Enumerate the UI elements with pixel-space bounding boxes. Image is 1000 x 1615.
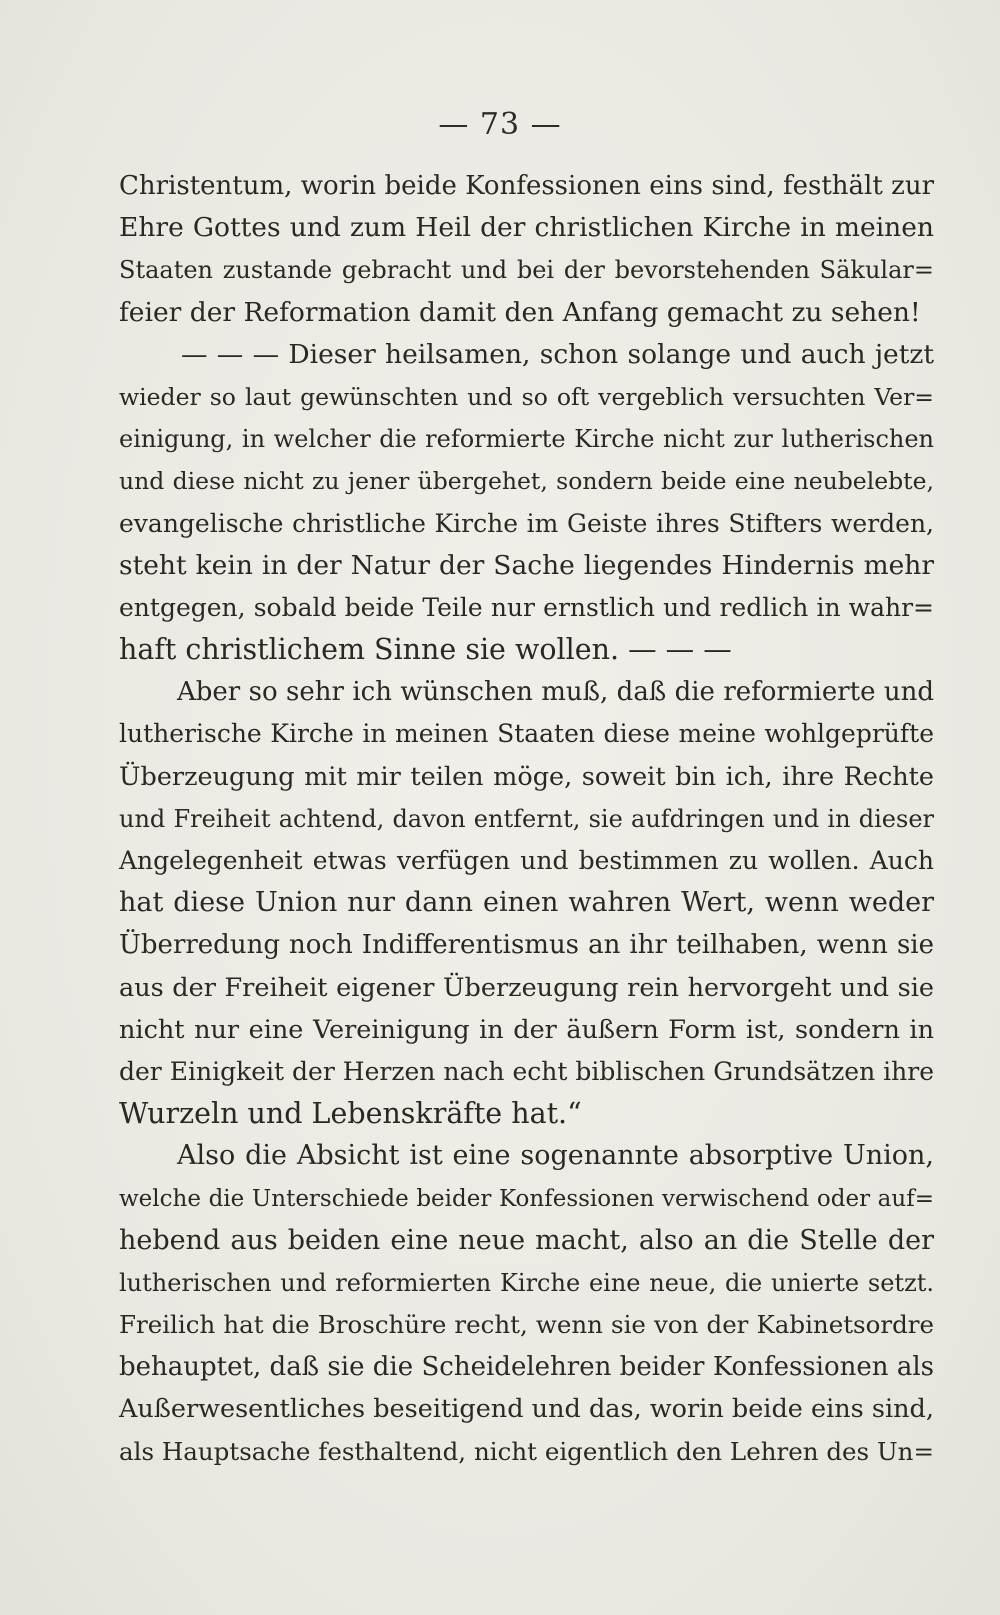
text-line: steht kein in der Natur der Sache liegendes Hindernis mehr <box>119 549 934 581</box>
text-line: hebend aus beiden eine neue macht, also an die Stelle der <box>119 1224 934 1256</box>
text-line: Außerwesentliches beseitigend und das, worin beide eins sind, <box>119 1394 934 1425</box>
text-line: Also die Absicht ist eine sogenannte absorptive Union, <box>177 1140 934 1172</box>
text-line: evangelische christliche Kirche im Geiste ihres Stifters werden, <box>119 508 934 538</box>
text-line: lutherische Kirche in meinen Staaten diese meine wohlgeprüfte <box>119 719 934 749</box>
text-line: aus der Freiheit eigener Überzeugung rein hervorgeht und sie <box>119 972 934 1003</box>
text-line: Staaten zustande gebracht und bei der bevorstehenden Säkular= <box>119 256 934 285</box>
text-line: und Freiheit achtend, davon entfernt, sie aufdringen und in dieser <box>119 804 934 833</box>
text-line: als Hauptsache festhaltend, nicht eigentlich den Lehren des Un= <box>119 1436 934 1466</box>
text-line: einigung, in welcher die reformierte Kirche nicht zur lutherischen <box>119 425 934 454</box>
text-line: Ehre Gottes und zum Heil der christlichen Kirche in meinen <box>119 212 934 244</box>
text-line: haft christlichem Sinne sie wollen. — — — <box>119 633 732 667</box>
text-line: entgegen, sobald beide Teile nur ernstlich und redlich in wahr= <box>119 592 934 622</box>
text-line: Christentum, worin beide Konfessionen eins sind, festhält zur <box>119 171 934 201</box>
text-line: wieder so laut gewünschten und so oft vergeblich versuchten Ver= <box>119 382 934 411</box>
text-line: Angelegenheit etwas verfügen und bestimmen zu wollen. Auch <box>119 846 934 875</box>
text-line: lutherischen und reformierten Kirche eine neue, die unierte setzt. <box>119 1268 934 1297</box>
text-line: Überzeugung mit mir teilen möge, soweit bin ich, ihre Rechte <box>119 761 934 792</box>
text-line: behauptet, daß sie die Scheidelehren beider Konfessionen als <box>119 1352 934 1383</box>
body-text <box>119 165 934 1473</box>
text-line: der Einigkeit der Herzen nach echt biblischen Grundsätzen ihre <box>119 1056 934 1086</box>
text-line: Überredung noch Indifferentismus an ihr teilhaben, wenn sie <box>119 930 934 961</box>
text-line: und diese nicht zu jener übergehet, sondern beide eine neubelebte, <box>119 467 934 496</box>
text-line: Wurzeln und Lebenskräfte hat.“ <box>119 1097 582 1131</box>
text-line: — — — Dieser heilsamen, schon solange und auch jetzt <box>181 338 934 370</box>
text-line: Freilich hat die Broschüre recht, wenn sie von der Kabinetsordre <box>119 1310 934 1340</box>
text-line: Aber so sehr ich wünschen muß, daß die reformierte und <box>177 677 934 708</box>
text-line: feier der Reformation damit den Anfang gemacht zu sehen! <box>119 296 921 328</box>
page-number: — 73 — <box>438 107 562 142</box>
text-line: welche die Unterschiede beider Konfessionen verwischend oder auf= <box>119 1185 934 1212</box>
text-line: hat diese Union nur dann einen wahren Wert, wenn weder <box>119 887 934 919</box>
text-line: nicht nur eine Vereinigung in der äußern Form ist, sondern in <box>119 1014 934 1045</box>
